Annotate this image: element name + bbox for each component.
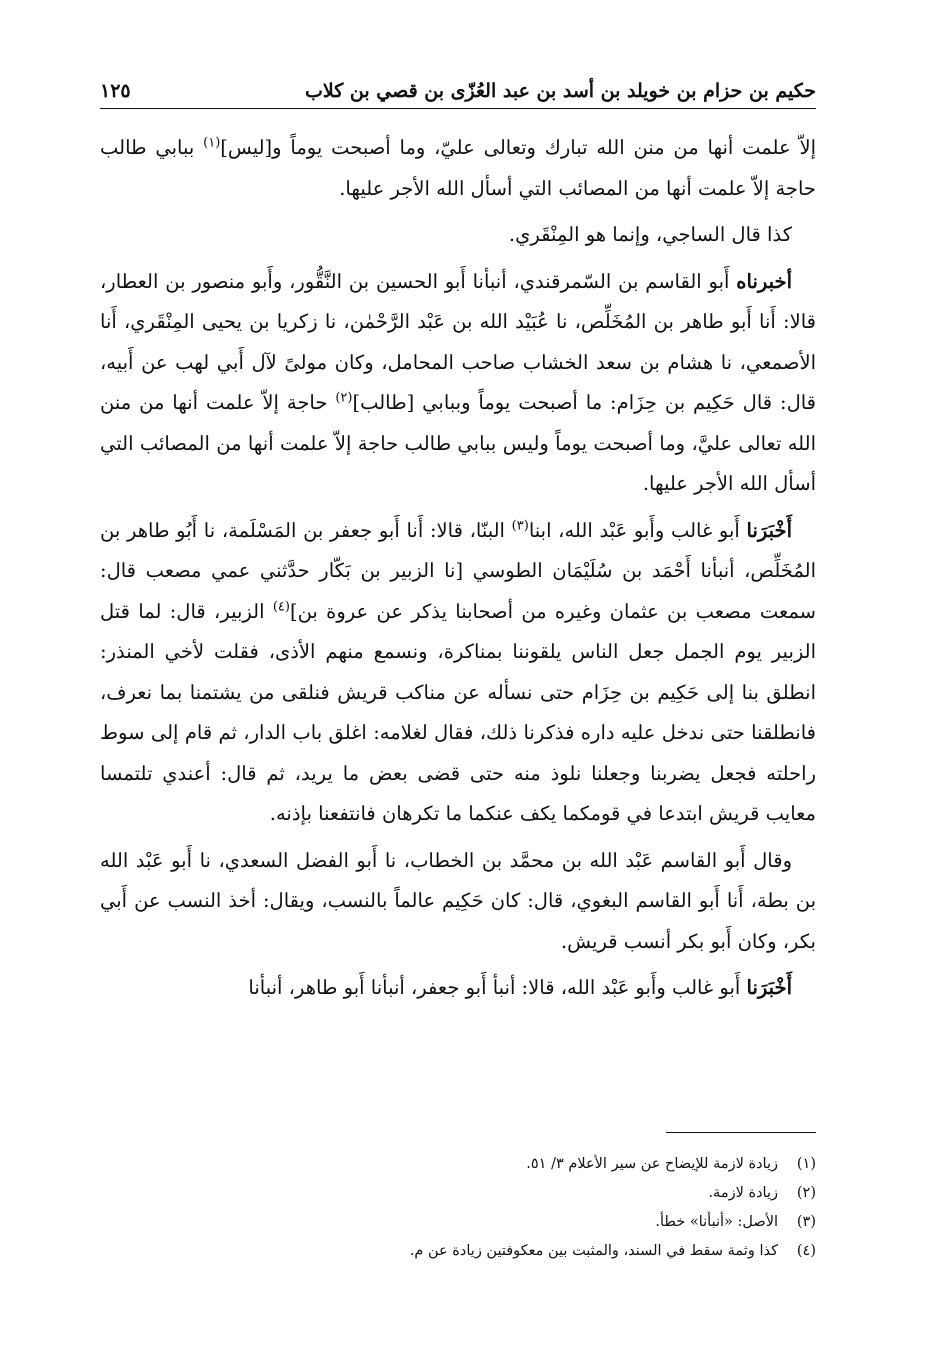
footnotes — [100, 1150, 816, 1266]
page-number: ١٢٥ — [100, 80, 131, 102]
paragraph-1-tail: ببابي طالب حاجة إلاّ علمت أنها من المصائب التي أسأل الله الأجر عليها. — [100, 136, 816, 200]
paragraph-4-text-a: أَبو غالب وأَبو عَبْد الله، ابنا — [528, 518, 747, 542]
footnote-number: (١) — [796, 1156, 816, 1172]
paragraph-4-text-c: الزبير، قال: لما قتل الزبير يوم الجمل جعل الناس يلقوننا بمناكرة، ونسمع منهم الأذى، فقلت لأخي المنذر: انطلق بنا إلى حَكِيم بن حِزَام حتى نسأله عن مناكب قريش فنلقى من يشتمنا بما نعرف، فانطلقنا حتى ندخل عليه داره فذكرنا ذلك، فقال لغلامه: اغلق باب الدار، ثم قام إلى سوط راحلته فجعل يضربنا وجعلنا نلوذ منه حتى قضى بعض ما يريد، ثم قال: أعندي تلتمسا معايب قريش ابتدعا في قومكما يكف عنكما ما تكرهان فانتفعنا بإذنه. — [100, 599, 816, 825]
running-title: حكيم بن حزام بن خويلد بن أسد بن عبد العُزّى بن قصي بن كلاب — [305, 80, 816, 102]
footnote-1 — [100, 1150, 816, 1179]
paragraph-3-lead: أخبرناه — [736, 269, 792, 293]
footnote-number: (٢) — [796, 1185, 816, 1201]
footnote-ref-2: (٢) — [335, 390, 353, 406]
footnote-2 — [100, 1179, 816, 1208]
paragraph-6-lead: أَخْبَرَنا — [746, 976, 792, 999]
footnote-text: كذا وثمة سقط في السند، والمثبت بين معكوفتين زيادة عن م. — [409, 1243, 778, 1259]
paragraph-6-text: أَبو غالب وأَبو عَبْد الله، قالا: أنبأ أَبو جعفر، أنبأنا أَبو طاهر، أنبأنا — [248, 976, 747, 999]
paragraph-2-text: كذا قال الساجي، وإنما هو المِنْقَري. — [508, 223, 792, 246]
footnote-text: زيادة لازمة للإيضاح عن سير الأعلام ٣/ ٥١. — [526, 1156, 778, 1172]
footnote-3 — [100, 1208, 816, 1237]
footnote-ref-1: (١) — [203, 135, 221, 151]
paragraph-2 — [100, 215, 816, 256]
main-text — [100, 128, 816, 1015]
paragraph-4 — [100, 511, 816, 835]
paragraph-5 — [100, 841, 816, 963]
paragraph-1-text: إلاّ علمت أنها من منن الله تبارك وتعالى عليّ، وما أصبحت يوماً و[ليس] — [220, 136, 816, 159]
paragraph-4-lead: أَخْبَرَنا — [746, 518, 792, 542]
footnote-number: (٣) — [796, 1214, 816, 1230]
footnote-4 — [100, 1237, 816, 1266]
footnote-text: الأصل: «أنبأنا» خطأ. — [655, 1214, 778, 1230]
paragraph-4-text-b: البنّا، قالا: أَنا أَبو جعفر بن المَسْلَمة، نا أَبُو طاهر بن المُخَلِّص، أنبأنا أَحْمَد بن سُلَيْمَان الطوسي [نا الزبير بن بَكّار حدَّثني عمي مصعب قال: سمعت مصعب بن عثمان وغيره من أصحابنا يذكر عن عروة بن] — [100, 518, 816, 623]
page-header — [100, 58, 816, 109]
paragraph-3 — [100, 262, 816, 505]
paragraph-3-text: أَبو القاسم بن السّمرقندي، أنبأنا أَبو الحسين بن النَّقُّور، وأَبو منصور بن العطار، قالا: أَنا أَبو طاهر بن المُخَلِّص، نا عُبَيْد الله بن عَبْد الرَّحْمٰن، نا زكريا بن يحيى المِنْقَري، أَنا الأصمعي، نا هشام بن سعد الخشاب صاحب المحامل، وكان مولىً لآل أَبي لهب عن أَبيه، قال: قال حَكِيم بن حِزَام: ما أصبحت يوماً وببابي [طالب] — [100, 269, 816, 414]
footnote-text: زيادة لازمة. — [708, 1185, 778, 1201]
footnote-divider — [666, 1132, 816, 1133]
paragraph-6 — [100, 968, 816, 1009]
footnote-ref-4: (٤) — [272, 599, 290, 614]
paragraph-5-text: وقال أَبو القاسم عَبْد الله بن محمَّد بن الخطاب، نا أَبو الفضل السعدي، نا أَبو عَبْد الله بن بطة، أَنا أَبو القاسم البغوي، قال: كان حَكِيم عالماً بالنسب، ويقال: أخذ النسب عن أَبي بكر، وكان أَبو بكر أنسب قريش. — [100, 848, 816, 953]
footnote-number: (٤) — [796, 1243, 816, 1259]
paragraph-3-tail: حاجة إلاّ علمت أنها من منن الله تعالى عليَّ، وما أصبحت يوماً وليس ببابي طالب حاجة إلاّ علمت أنها من المصائب التي أسأل الله الأجر عليها. — [100, 391, 816, 495]
footnote-ref-3: (٣) — [511, 518, 529, 533]
paragraph-1 — [100, 128, 816, 209]
